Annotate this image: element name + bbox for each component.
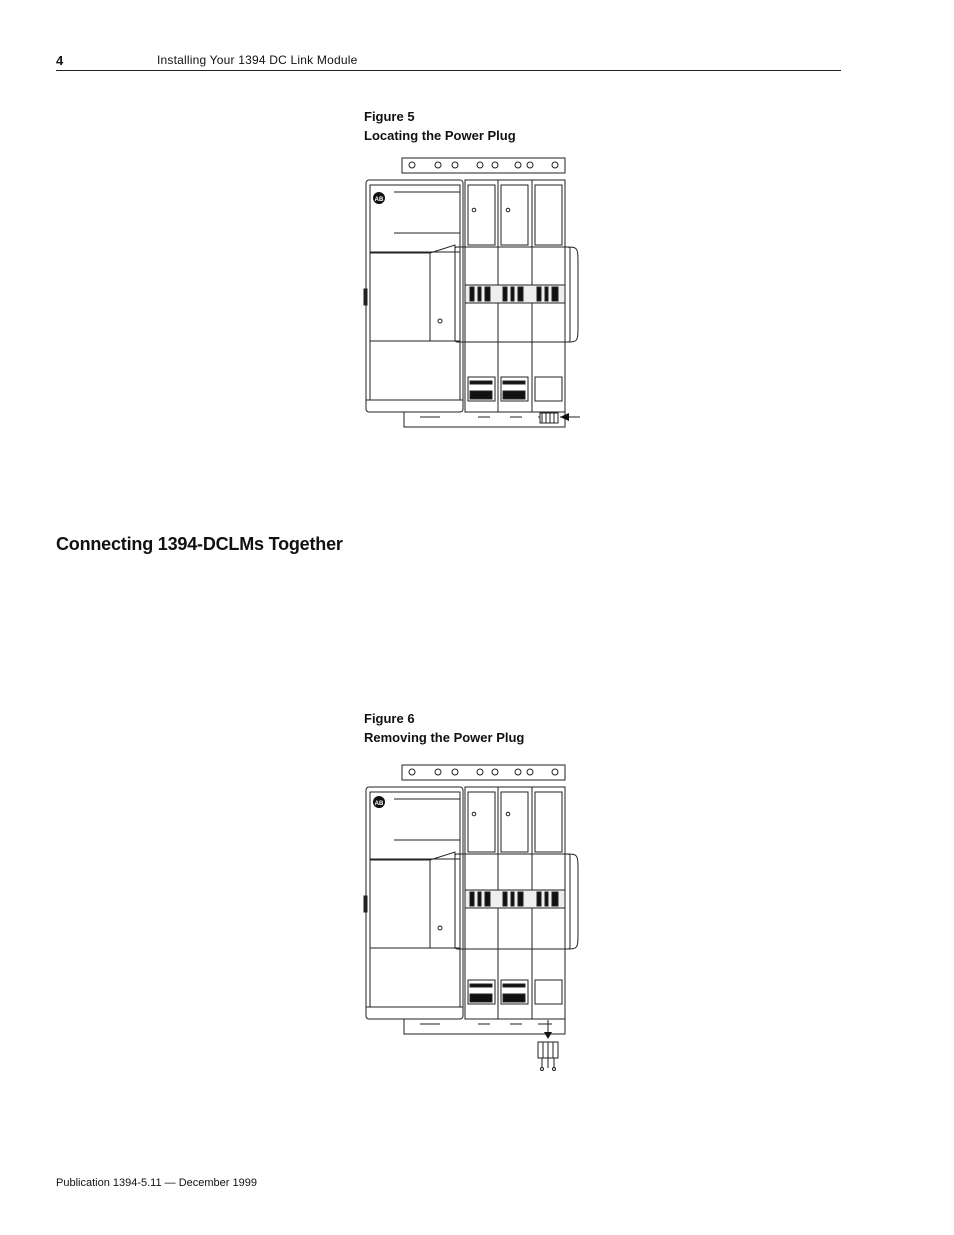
figure-5-drive-diagram (360, 155, 590, 435)
figure-6-logo-text: AB (374, 801, 384, 807)
footer-publication: Publication 1394-5.11 — December 1999 (56, 1177, 257, 1189)
figure-5-logo-text: AB (374, 197, 384, 203)
figure-6-caption: Removing the Power Plug (364, 730, 525, 745)
page-number: 4 (56, 53, 64, 68)
section-heading: Connecting 1394-DCLMs Together (56, 534, 343, 554)
running-header-title: Installing Your 1394 DC Link Module (157, 53, 358, 67)
figure-6-number: Figure 6 (364, 711, 415, 726)
figure-5-number: Figure 5 (364, 109, 415, 124)
plug-removal-arrow-icon (544, 1032, 552, 1039)
header-rule (56, 70, 841, 71)
figure-5-caption: Locating the Power Plug (364, 128, 516, 143)
figure-6-drive-diagram (360, 762, 590, 1082)
